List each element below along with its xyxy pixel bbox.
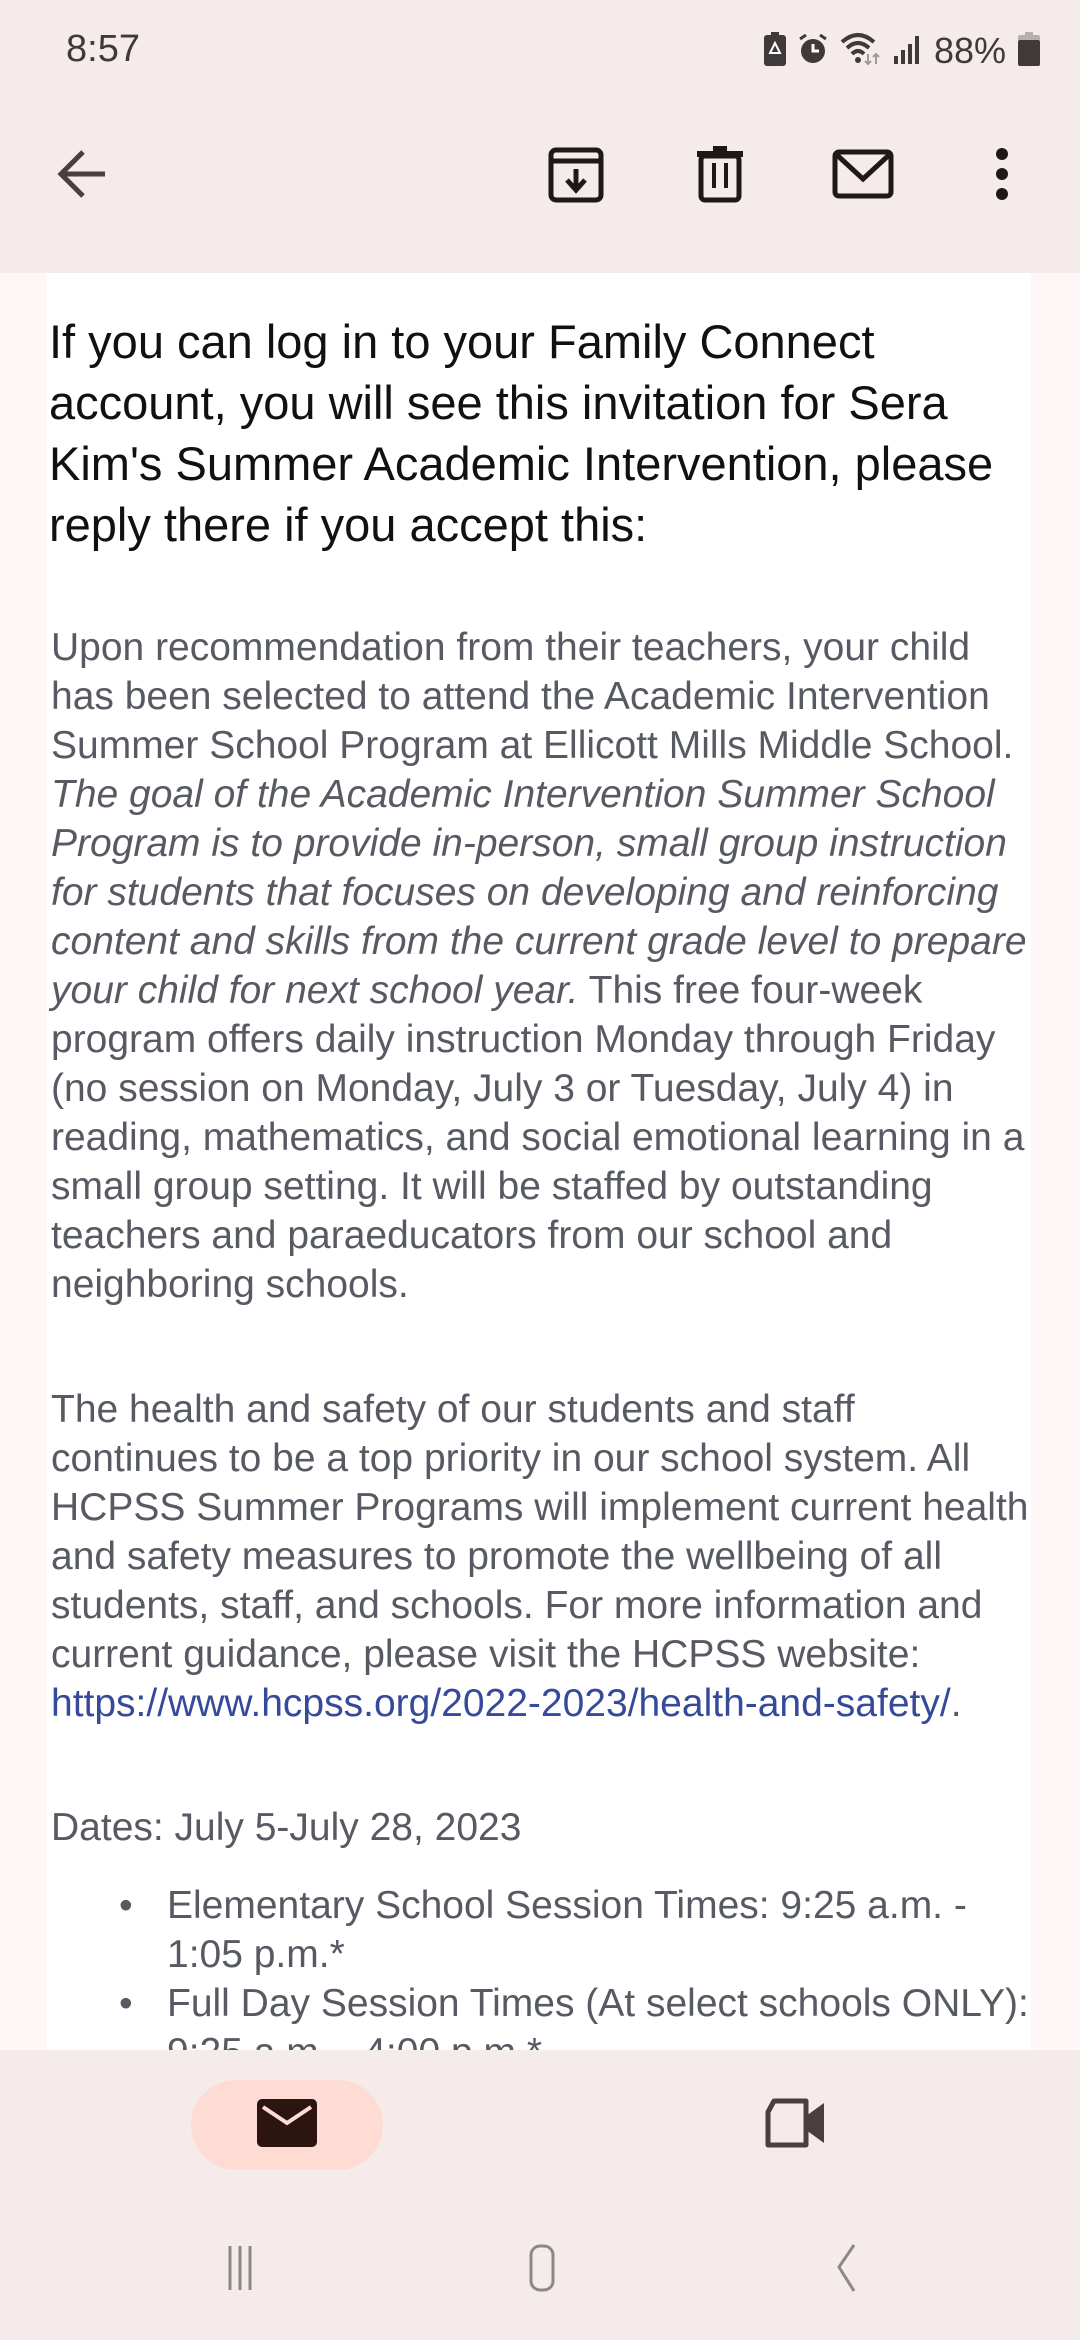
battery-saver-icon (764, 32, 786, 71)
delete-icon (695, 146, 745, 207)
home-button[interactable] (502, 2235, 582, 2305)
nav-meet-tab[interactable] (752, 2085, 836, 2165)
email-toolbar (0, 110, 1080, 273)
system-navigation-bar (0, 2205, 1080, 2340)
mark-unread-button[interactable] (823, 136, 903, 216)
bottom-navigation (0, 2050, 1080, 2205)
status-time: 8:57 (66, 28, 140, 70)
alarm-icon (798, 33, 828, 70)
email-paragraph-health-safety (51, 1385, 1031, 1728)
paragraph1-text-a: Upon recommendation from their teachers, your child has been selected to attend the Academic Intervention Summer School Program at Ellicott Mills Middle School. (51, 626, 1014, 767)
paragraph1-goal-italic: The goal of the Academic Intervention Summer School Program is to provide in-person, small group instruction for students that focuses on developing and reinforcing content and skills from the current grade level to prepare your child for next school year. (51, 773, 1027, 1012)
back-icon (836, 2243, 856, 2298)
more-vert-icon (994, 148, 1010, 205)
nav-mail-tab[interactable] (191, 2080, 383, 2170)
battery-percent: 88% (933, 30, 1006, 71)
back-arrow-icon (57, 150, 107, 203)
paragraph2-period: . (950, 1682, 962, 1725)
battery-icon (1018, 32, 1040, 71)
email-intro: If you can log in to your Family Connect account, you will see this invitation for Sera Kim's Summer Academic Intervention, please reply there if you accept this: (49, 315, 994, 551)
more-options-button[interactable] (962, 136, 1042, 216)
archive-button[interactable] (536, 136, 616, 216)
system-back-button[interactable] (806, 2235, 886, 2305)
status-icons (764, 30, 1040, 72)
program-dates: Dates: July 5-July 28, 2023 (51, 1806, 522, 1849)
mark-unread-icon (832, 149, 894, 204)
list-item: • Elementary School Session Times: 9:25 a.m. - 1:05 p.m.* (119, 1881, 1039, 1979)
email-paragraph-recommendation (51, 623, 1031, 1309)
hcpss-health-safety-link[interactable]: https://www.hcpss.org/2022-2023/health-and-safety/ (51, 1682, 951, 1725)
recent-apps-button[interactable] (200, 2235, 280, 2305)
meet-video-icon (762, 2098, 826, 2153)
session-times-list (119, 1881, 1039, 2077)
archive-icon (548, 146, 604, 207)
wifi-icon (840, 32, 882, 71)
email-message-card (47, 273, 1031, 2050)
paragraph1-text-b: This free four-week program offers daily instruction Monday through Friday (no session on Monday, July 3 or Tuesday, July 4) in reading, mathematics, and social emotional learning in a small group setting. It will be staffed by outstanding teachers and paraeducators from our school and neighboring schools. (51, 969, 1025, 1306)
signal-icon (894, 34, 922, 69)
paragraph2-text: The health and safety of our students and staff continues to be a top priority in our school system. All HCPSS Summer Programs will implement current health and safety measures to promote the wellbeing of all students, staff, and schools. For more information and current guidance, please visit the HCPSS website: (51, 1388, 1029, 1676)
status-bar (0, 0, 1080, 110)
delete-button[interactable] (680, 136, 760, 216)
recent-apps-icon (228, 2244, 252, 2297)
mail-icon (257, 2099, 317, 2152)
home-icon (529, 2244, 555, 2297)
back-button[interactable] (42, 136, 122, 216)
list-item: • Full Day Session Times (At select schools ONLY): (119, 1979, 1039, 2077)
email-body-scroll[interactable] (0, 273, 1080, 2050)
